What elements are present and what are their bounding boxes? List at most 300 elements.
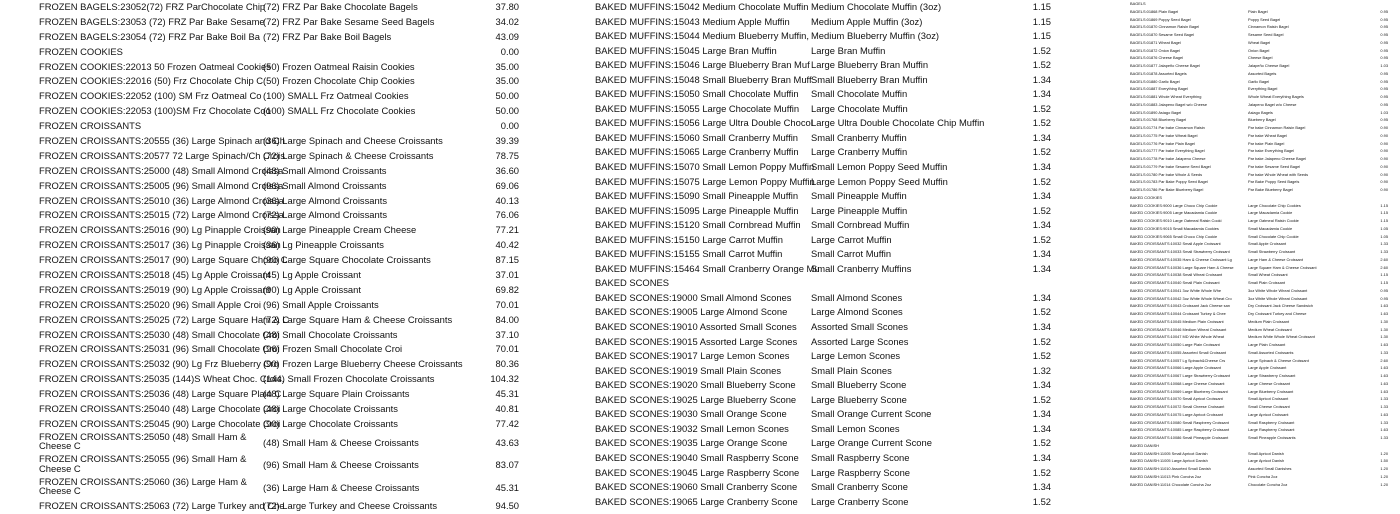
table-row [39,298,519,313]
price-list-column-baked-muffins-scones [595,0,1051,509]
item-code-name: BAGELS:01872 Onion Bagel [1130,47,1180,53]
table-row [1130,395,1400,403]
item-code-name: BAKED DANISH:11013 Pink Concha 2oz [1130,473,1202,479]
table-row [39,74,519,89]
table-row [595,189,1051,204]
item-price: 1.20 [1380,473,1388,479]
table-row [39,45,519,60]
item-code-name: BAGELS:01878 Assorted Bagels [1130,70,1187,76]
item-code-name: BAGELS:01877 Jalapeño Cheese Bagel [1130,63,1200,68]
item-code-name: BAKED MUFFINS:15090 Small Pineapple Muffin [595,190,799,202]
item-description: (50) Frozen Oatmeal Raisin Cookies [263,60,415,72]
item-code-name: FROZEN CROISSANTS:25063 (72) Large Turkey and Che [39,500,285,511]
item-description: Large Apricot Croissant [1248,411,1289,417]
table-row [1130,457,1400,465]
item-code-name: BAKED MUFFINS:15095 Large Pineapple Muffin [595,204,799,216]
item-description: Medium Blueberry Muffin (3oz) [811,30,939,42]
table-row [39,60,519,75]
item-code-name: FROZEN CROISSANTS:25050 (48) Small Ham & Cheese C [39,430,247,452]
table-row [39,15,519,30]
item-description: (96) Small Almond Croissants [263,179,387,191]
item-price: 1.34 [1032,379,1051,391]
item-description: (36) Large Ham & Cheese Croissants [263,481,420,493]
item-description: Large Carrot Muffin [811,233,892,245]
item-price: 1.52 [1032,175,1051,187]
table-row [1130,178,1400,186]
table-row [1130,287,1400,295]
table-row [595,87,1051,102]
item-code-name: FROZEN CROISSANTS:25016 (90) Lg Pinapple Croissan [39,224,281,236]
item-description: Large Bran Muffin [811,44,886,56]
item-price: 78.75 [495,149,519,161]
item-code-name: FROZEN COOKIES:22053 (100)SM Frz Chocolate Coo [39,105,271,117]
item-description: Assorted Large Scones [811,335,909,347]
table-row [595,466,1051,481]
table-row [1130,310,1400,318]
item-description: Small Pineapple Muffin [811,190,907,202]
item-description: Small Pineapple Croissants [1248,435,1296,440]
item-code-name: BAKED CROISSANTS:10042 3oz White Whole Wheat Cro [1130,295,1232,301]
item-description: Par bake Everything Bagel [1248,148,1295,154]
item-price: 0.95 [1380,39,1388,45]
item-code-name: BAKED SCONES:19025 Large Blueberry Scone [595,393,797,405]
item-price: 37.10 [495,328,519,340]
item-description: (90) Lg Apple Croissant [263,283,361,295]
item-description: Small Raspberry Croissant [1248,419,1295,425]
item-price: 0.90 [1380,171,1388,177]
table-row [595,378,1051,393]
item-price: 1.63 [1380,311,1388,316]
item-code-name: FROZEN BAGELS:23054 (72) FRZ Par Bake Boil Ba [39,30,260,42]
item-price: 1.20 [1380,466,1388,471]
item-description: (48) Small Ham & Cheese Croissants [263,436,419,448]
item-code-name: FROZEN CROISSANTS:25020 (96) Small Apple Croi [39,298,261,310]
item-code-name: BAKED CROISSANTS:10055 Assorted Small Croissant [1130,349,1227,355]
item-code-name: BAKED COOKIES:9015 Small Macadamia Cookies [1130,225,1219,231]
item-price: 1.34 [1032,88,1051,100]
table-row [595,73,1051,88]
item-price: 1.15 [1380,280,1388,285]
item-code-name: FROZEN CROISSANTS:25010 (36) Large Almond Croissa [39,194,284,206]
item-description: (72) Large Square Ham & Cheese Croissants [263,313,453,325]
item-price: 1.63 [1380,388,1388,394]
item-price: 76.06 [495,209,519,221]
item-description: Assorted Small Scones [811,321,908,333]
item-description: Small Macadamia Cookie [1248,225,1293,231]
item-code-name: BAGELS:01870 Cinnamon Raisin Bagel [1130,24,1200,30]
item-code-name: BAKED SCONES:19060 Small Cranberry Scone [595,481,798,493]
item-price: 1.34 [1032,422,1051,434]
item-code-name: FROZEN COOKIES [39,45,123,57]
item-description: Poppy Seed Bagel [1248,16,1281,22]
item-code-name: BAKED SCONES:19065 Large Cranberry Scone [595,495,798,507]
item-code-name: BAKED CROISSANTS:10033 Small Strawberry Croissant [1130,249,1230,254]
table-row [1130,186,1400,194]
item-price: 0.95 [1380,117,1388,123]
table-row [1130,411,1400,419]
item-code-name: FROZEN CROISSANTS [39,120,142,132]
item-code-name: BAKED SCONES:19005 Large Almond Scone [595,306,788,318]
table-row [1130,465,1400,473]
item-code-name: BAKED SCONES [595,277,669,289]
item-code-name: BAKED MUFFINS:15464 Small Cranberry Orange Mu [595,262,820,274]
table-row [39,208,519,223]
item-description: Large Pineapple Muffin [811,204,908,216]
table-row [39,89,519,104]
item-description: Cinnamon Raisin Bagel [1248,24,1289,30]
item-price: 1.34 [1032,481,1051,493]
table-row [39,454,519,476]
table-row [39,313,519,328]
item-description: Large Ham & Cheese Croissant [1248,256,1303,262]
item-code-name: BAKED CROISSANTS:10080 Small Raspberry Croissant [1130,419,1229,425]
table-row [39,357,519,372]
table-row [1130,341,1400,349]
item-code-name: BAGELS:01778 Par bake Jalapeno Cheese [1130,156,1206,161]
item-code-name: BAGELS:01890 Asiago Bagel [1130,109,1182,115]
item-description: Large Orange Current Scone [811,437,932,449]
item-code-name: BAGELS:01780 Par bake Whole & Seeds [1130,171,1203,177]
item-code-name: FROZEN CROISSANTS:25045 (90) Large Chocolate Croi [39,417,281,429]
item-price: 1.52 [1032,59,1051,71]
item-code-name: FROZEN CROISSANTS:25018 (45) Lg Apple Croissant [39,269,271,281]
item-code-name: BAKED CROISSANTS:10069 Large Blueberry Croissant [1130,388,1228,394]
table-row [39,268,519,283]
table-row [1130,481,1400,489]
table-row [595,247,1051,262]
item-price: 1.63 [1380,365,1388,371]
item-description: Jalapeno Bagel w/o Cheese [1248,101,1297,107]
item-price: 1.52 [1032,117,1051,129]
item-price: 35.00 [495,60,519,72]
item-description: Large Cranberry Scone [811,495,909,507]
table-row [1130,0,1400,8]
table-row [1130,8,1400,16]
table-row [595,44,1051,59]
table-row [1130,194,1400,202]
item-description: Small Apple Croissant [1248,241,1287,247]
item-code-name: BAKED DANISH:11014 Chocolate Concha 2oz [1130,481,1212,487]
item-price: 77.21 [495,224,519,236]
item-price: 0.90 [1380,132,1388,138]
item-code-name: FROZEN COOKIES:22016 (50) Frz Chocolate Chip C [39,75,264,87]
table-row [595,393,1051,408]
item-code-name: BAKED COOKIES:9010 Large Oatmeal Raisin Cooki [1130,218,1222,223]
item-code-name: BAKED CROISSANTS:10045 Medium Plain Croissant [1130,318,1224,324]
table-row [39,477,519,499]
item-code-name: BAKED DANISH:11005 Large Apricot Danish [1130,458,1208,464]
item-price: 94.50 [495,500,519,511]
item-price: 1.52 [1032,335,1051,347]
item-code-name: FROZEN CROISSANTS:25035 (144)S Wheat Choc. Crois. [39,373,285,385]
table-row [39,179,519,194]
item-price: 34.02 [495,15,519,27]
item-price: 1.33 [1380,349,1388,355]
table-row [39,499,519,514]
item-price: 1.52 [1032,204,1051,216]
table-row [595,15,1051,30]
item-description: (72) FRZ Par Bake Sesame Seed Bagels [263,15,435,27]
item-code-name: BAKED MUFFINS:15046 Large Blueberry Bran Muf [595,59,810,71]
table-row [1130,155,1400,163]
table-row [595,160,1051,175]
table-row [595,436,1051,451]
item-code-name: BAKED SCONES:19010 Assorted Small Scones [595,321,797,333]
item-description: 3oz White Whole Wheat Croissant [1248,287,1308,293]
table-row [595,320,1051,335]
item-code-name: BAGELS:01768 Blueberry Bagel [1130,117,1187,123]
item-description: Par bake Whole Wheat with Seeds [1248,171,1309,177]
table-row [1130,473,1400,481]
item-code-name: BAKED CROISSANTS:10035 Ham & Cheese Croissant Lg [1130,256,1232,262]
item-price: 1.52 [1032,306,1051,318]
item-code-name: BAKED CROISSANTS:10044 Croissant Turkey & Chee [1130,311,1226,316]
item-code-name: FROZEN CROISSANTS:25032 (90) Lg Frz Blueberry Cro [39,358,279,370]
item-price: 0.95 [1380,47,1388,53]
item-price: 36.60 [495,164,519,176]
item-description: Plain Bagel [1248,8,1268,14]
item-description: (36) Lg Pineapple Croissants [263,239,384,251]
item-price: 0.95 [1380,287,1388,293]
item-code-name: BAKED MUFFINS:15044 Medium Blueberry Muffin, [595,30,809,42]
item-price: 1.34 [1032,161,1051,173]
item-price: 43.63 [495,436,519,448]
item-code-name: FROZEN CROISSANTS:25015 (72) Large Almond Croissa [39,209,284,221]
item-description: Small Carrot Muffin [811,248,892,260]
item-description: Large Raspberry Croissant [1248,427,1295,433]
item-description: Chocolate Concha 2oz [1248,481,1288,487]
item-code-name: BAKED MUFFINS:15056 Large Ultra Double Chocol [595,117,813,129]
item-code-name: BAGELS:01880 Garlic Bagel [1130,78,1180,84]
item-description: Sesame Seed Bagel [1248,32,1284,37]
item-price: 1.33 [1380,241,1388,247]
item-description: Medium Wheat Croissant [1248,326,1292,332]
item-price: 83.07 [495,459,519,471]
table-row [1130,78,1400,86]
item-description: Medium Chocolate Muffin (3oz) [811,1,942,12]
table-row [39,283,519,298]
item-price: 0.95 [1380,86,1388,92]
item-description: Small Chocolate Muffin [811,88,908,100]
item-code-name: BAKED CROISSANTS:10072 Small Cheese Croissant [1130,404,1225,409]
item-price: 0.90 [1380,179,1388,185]
item-code-name: BAKED CROISSANTS:10036 Large Square Ham & Cheese [1130,264,1234,270]
table-row [1130,62,1400,70]
table-row [1130,101,1400,109]
item-price: 37.01 [495,269,519,281]
item-description: Small Cranberry Muffin [811,131,907,143]
item-price: 1.34 [1032,408,1051,420]
item-price: 1.52 [1032,350,1051,362]
item-description: Small Apricot Danish [1248,450,1284,456]
table-row [1130,16,1400,24]
table-row [595,364,1051,379]
item-description: Onion Bagel [1248,47,1270,53]
item-price: 0.90 [1380,125,1388,130]
item-description: (72) Large Almond Croissants [263,209,388,221]
table-row [595,102,1051,117]
item-price: 37.80 [495,1,519,12]
item-code-name: BAKED CROISSANTS:10085 Large Raspberry Croissant [1130,427,1230,433]
item-description: (36) Large Spinach and Cheese Croissants [263,135,443,147]
item-code-name: BAKED SCONES:19045 Large Raspberry Scone [595,466,800,478]
item-price: 1.63 [1380,380,1388,386]
item-code-name: BAKED DANISH:11010 Assorted Small Danish [1130,466,1211,471]
item-price: 1.15 [1380,272,1388,278]
item-code-name: BAKED CROISSANTS:10057 Lg Spinach&Cheese Crs [1130,357,1226,363]
item-description: Large Strawberry Croissant [1248,373,1296,378]
item-price: 1.03 [1380,63,1388,68]
item-code-name: BAGELS:01869 Poppy Seed Bagel [1130,16,1191,22]
item-price: 80.36 [495,358,519,370]
item-description: (100) SMALL Frz Oatmeal Cookies [263,90,409,102]
item-code-name: FROZEN COOKIES:22052 (100) SM Frz Oatmeal Co [39,90,262,102]
item-price: 1.34 [1032,219,1051,231]
item-price: 0.95 [1380,8,1388,14]
item-price: 1.34 [1032,321,1051,333]
table-row [595,451,1051,466]
item-description: Small Apricot Croissant [1248,396,1289,402]
item-description: (48) Large Square Plain Croissants [263,388,410,400]
item-description: (90) Large Chocolate Croissants [263,417,398,429]
table-row [1130,116,1400,124]
item-price: 2.60 [1380,357,1388,363]
item-code-name: BAKED CROISSANTS:10032 Small Apple Croissant [1130,241,1221,247]
item-description: Large Almond Scones [811,306,903,318]
item-price: 40.81 [495,403,519,415]
item-price: 0.90 [1380,148,1388,154]
item-price: 0.95 [1380,295,1388,301]
item-price: 1.50 [1380,458,1388,464]
table-row [1130,302,1400,310]
item-price: 1.33 [1380,419,1388,425]
item-description: (100) SMALL Frz Chocolate Cookies [263,105,416,117]
item-description: Small Plain Croissant [1248,280,1285,285]
table-row [595,480,1051,495]
table-row [1130,372,1400,380]
item-description: Large Lemon Poppy Seed Muffin [811,175,948,187]
table-row [595,29,1051,44]
item-description: Large Lemon Scones [811,350,901,362]
item-code-name: FROZEN BAGELS:23053 (72) FRZ Par Bake Sesame [39,15,265,27]
item-code-name: BAKED DANISH [1130,442,1159,448]
item-code-name: FROZEN CROISSANTS:25031 (96) Small Chocolate Croi [39,343,280,355]
item-description: (72) Large Spinach & Cheese Croissants [263,149,434,161]
table-row [595,349,1051,364]
table-row [1130,434,1400,442]
table-row [1130,419,1400,427]
table-row [1130,171,1400,179]
item-price: 1.63 [1380,342,1388,347]
item-description: (72) Large Turkey and Cheese Croissants [263,500,438,511]
table-row [1130,124,1400,132]
table-row [39,194,519,209]
item-price: 1.52 [1032,437,1051,449]
item-price: 1.32 [1032,364,1051,376]
item-price: 1.15 [1032,30,1051,42]
table-row [1130,93,1400,101]
item-code-name: BAKED SCONES:19019 Small Plain Scones [595,364,782,376]
item-price: 1.34 [1032,131,1051,143]
table-row [1130,295,1400,303]
item-code-name: BAKED MUFFINS:15045 Large Bran Muffin [595,44,777,56]
table-row [1130,132,1400,140]
table-row [595,116,1051,131]
item-description: Assorted Small Danishes [1248,466,1292,471]
table-row [1130,264,1400,272]
item-price: 1.20 [1380,450,1388,456]
item-description: (72) FRZ Par Bake Chocolate Bagels [263,1,418,12]
item-description: Large Cheese Croissant [1248,380,1290,386]
item-description: (90) Large Pineapple Cream Cheese [263,224,417,236]
item-code-name: FROZEN CROISSANTS:25017 (36) Lg Pinapple Croissan [39,239,281,251]
item-description: (50) Frozen Chocolate Chip Cookies [263,75,415,87]
table-row [1130,163,1400,171]
table-row [1130,54,1400,62]
table-row [1130,39,1400,47]
item-price: 1.34 [1032,248,1051,260]
item-price: 104.32 [490,373,519,385]
item-price: 1.63 [1380,411,1388,417]
table-row [1130,450,1400,458]
item-code-name: BAGELS:01868 Plain Bagel [1130,8,1179,14]
item-price: 0.90 [1380,156,1388,161]
table-row [39,402,519,417]
table-row [1130,256,1400,264]
table-row [39,119,519,134]
item-code-name: BAGELS:01776 Par bake Plain Bagel [1130,140,1195,146]
item-price: 0.95 [1380,16,1388,22]
table-row [1130,209,1400,217]
table-row [39,253,519,268]
table-row [1130,426,1400,434]
item-description: (48) Small Almond Croissants [263,164,387,176]
item-code-name: BAKED CROISSANTS:10068 Large Cheese Croissant [1130,380,1225,386]
item-description: Small Wheat Croissant [1248,272,1288,278]
table-row [39,149,519,164]
item-code-name: BAKED COOKIES [1130,194,1162,200]
item-code-name: BAKED CROISSANTS:10070 Small Apricot Croissant [1130,396,1223,402]
item-description: Small Chocolate Chip Cookie [1248,233,1299,239]
item-price: 1.63 [1380,303,1388,309]
item-description: Par bake Jalapeno Cheese Bagel [1248,156,1306,161]
item-price: 1.33 [1380,396,1388,402]
item-description: (96) Small Ham & Cheese Croissants [263,459,419,471]
table-row [1130,217,1400,225]
price-list-column-frozen [39,0,519,514]
table-row [1130,248,1400,256]
item-code-name: FROZEN CROISSANTS:25040 (48) Large Chocolate Croi [39,403,281,415]
table-row [39,387,519,402]
item-code-name: BAGELS:01777 Par bake Everything Bagel [1130,148,1205,154]
item-code-name: FROZEN BAGELS:23052(72) FRZ ParChocolate Chip [39,1,266,12]
item-price: 1.15 [1032,1,1051,12]
item-description: Large Spinach & Cheese Croissant [1248,357,1309,363]
item-price: 0.95 [1380,101,1388,107]
item-description: Small Lemon Poppy Seed Muffin [811,161,948,173]
table-row [595,58,1051,73]
item-price: 1.52 [1032,466,1051,478]
item-code-name: BAKED MUFFINS:15065 Large Cranberry Muffin [595,146,799,158]
item-description: Large Blueberry Bran Muffin [811,59,929,71]
item-price: 1.30 [1380,334,1388,340]
table-row [1130,147,1400,155]
table-row [1130,233,1400,241]
item-description: Garlic Bagel [1248,78,1270,84]
table-row [595,276,1051,291]
item-code-name: BAGELS:01870 Sesame Seed Bagel [1130,32,1195,37]
item-price: 1.33 [1380,435,1388,440]
